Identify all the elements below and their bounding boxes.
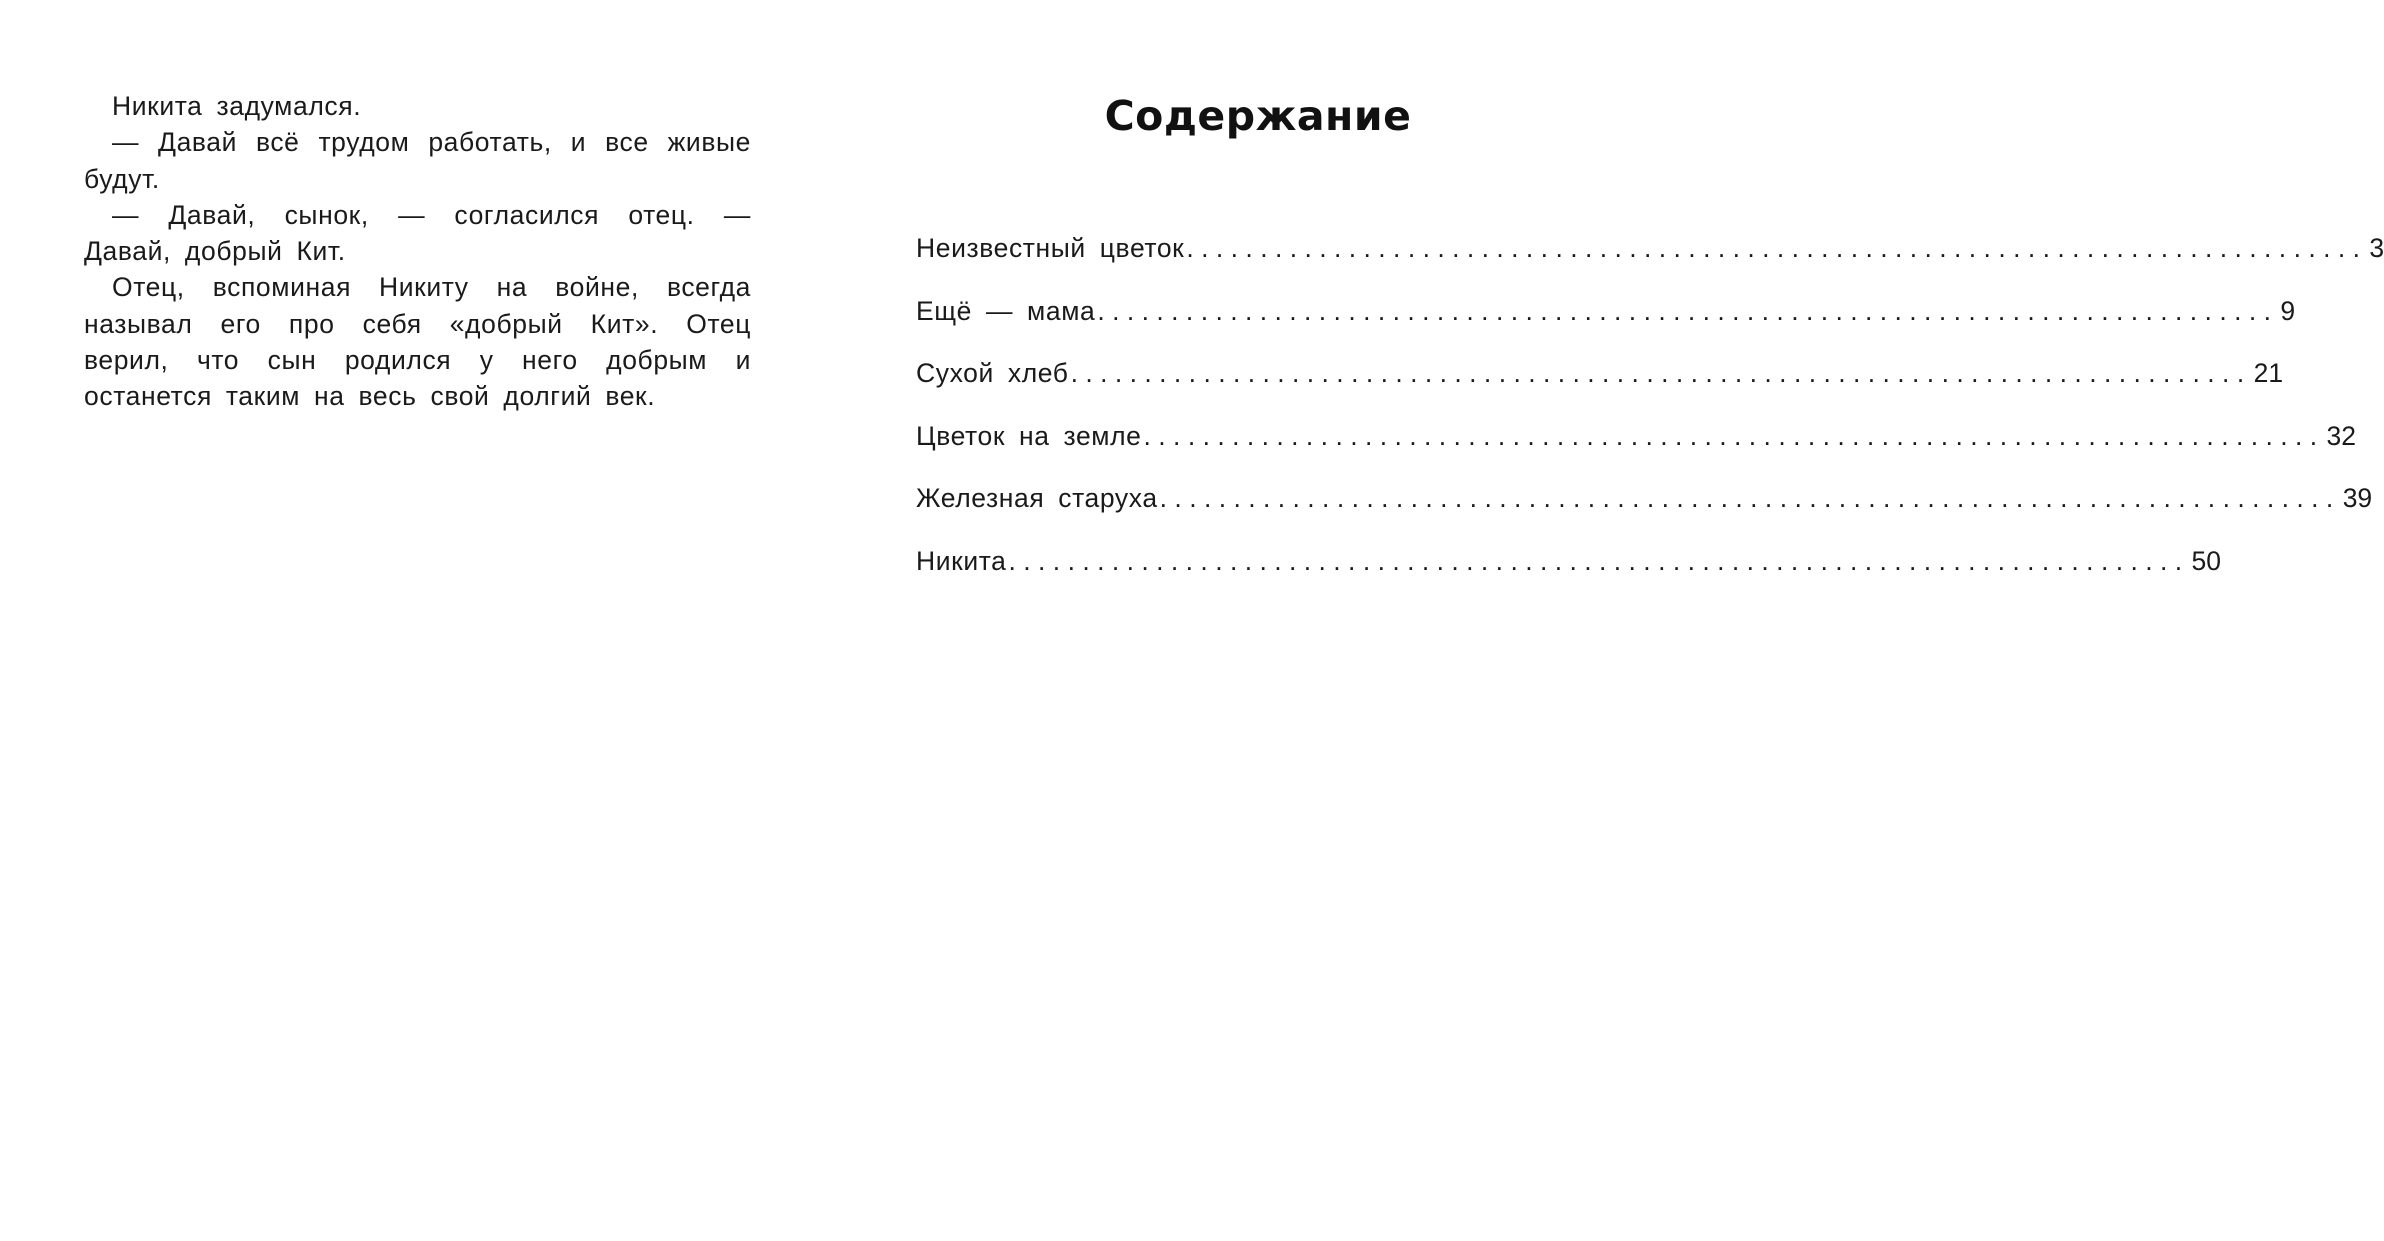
story-paragraph: — Давай всё трудом работать, и все живые будут. [84, 127, 751, 194]
toc-entry-title: Неизвестный цветок [916, 233, 1185, 263]
story-text-page [84, 88, 751, 415]
toc-entry-title: Ещё — мама [916, 295, 1096, 326]
toc-title: Содержание [1104, 92, 1412, 140]
toc-entry-page: 9 [2280, 295, 2296, 326]
toc-entry-title: Цветок на земле [916, 420, 1142, 451]
toc-entry-page: 3 [2369, 233, 2384, 263]
toc-list [916, 233, 2384, 608]
toc-dot-leader: ................................................................................ [1097, 295, 2279, 326]
toc-entry-title: Сухой хлеб [916, 358, 1069, 388]
toc-entry[interactable] [916, 295, 2296, 359]
toc-entry[interactable] [916, 483, 2373, 546]
toc-entry-page: 21 [2253, 358, 2284, 388]
toc-entry-page: 32 [2326, 420, 2357, 451]
toc-dot-leader: ................................................................................ [1070, 358, 2252, 388]
story-paragraph: — Давай, сынок, — согласился отец. — Давай, добрый Кит. [84, 199, 751, 267]
toc-entry[interactable] [916, 420, 2357, 484]
story-paragraph: Отец, вспоминая Никиту на войне, всегда называл его про себя «добрый Кит». Отец верил, что сын родился у него добрым и останется таким на весь свой долгий век. [84, 272, 751, 412]
toc-entry[interactable] [916, 545, 2222, 609]
toc-dot-leader: ................................................................................ [1143, 420, 2325, 451]
story-paragraph: Никита задумался. [112, 91, 362, 121]
toc-entry[interactable] [916, 233, 2384, 296]
toc-entry-page: 50 [2191, 545, 2222, 576]
toc-entry-title: Железная старуха [916, 483, 1158, 513]
table-of-contents-page [916, 80, 2384, 576]
toc-entry-page: 39 [2342, 483, 2373, 513]
toc-dot-leader: ................................................................................ [1008, 545, 2190, 576]
toc-entry[interactable] [916, 358, 2284, 421]
toc-dot-leader: ................................................................................ [1186, 233, 2368, 263]
toc-dot-leader: ................................................................................ [1159, 483, 2341, 513]
toc-entry-title: Никита [916, 545, 1007, 576]
